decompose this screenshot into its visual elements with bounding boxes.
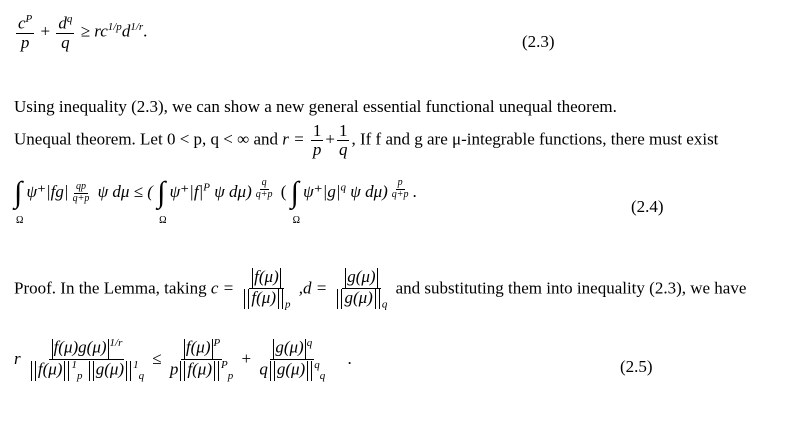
fraction-main: $\frac{f(\mu)g(\mu) ^{1/r}}{f(\mu) ^1_p g(\mu) ^1_q}$ <box>27 338 146 382</box>
equation-2-3: $\frac{c^P}{p}$ + $\frac{d^q}{q}$ ≥ $rc^{1/p}d^{1/r}$. <box>18 13 148 52</box>
proof-line: Proof. In the Lemma, taking c = $\frac{f(\mu)}{f(\mu) _p}$ ,d = $\frac{g(\mu)}{g(\mu) _q}$ and substituting them into inequality (2.3), we have <box>14 267 747 311</box>
fraction-term2: $\frac{g(\mu) ^q}{q g(\mu) ^q_q}$ <box>259 337 326 382</box>
equation-number-2-4: (2.4) <box>631 197 664 216</box>
fraction-c-over-p: $\frac{c^P}{p}$ <box>18 13 33 52</box>
equation-2-5: r $\frac{f(\mu)g(\mu) ^{1/r}}{f(\mu) ^1_p g(\mu) ^1_q}$ ≤ $\frac{f(\mu) ^P}{p f(\mu) ^P_p}$ + $\frac{g(\mu) ^q}{q g(\mu) ^q_q}$ . <box>14 337 352 382</box>
equation-number-2-5: (2.5) <box>620 357 653 376</box>
equation-2-4: ∫ Ω ψ⁺|fg| $\frac{qp}{q+p}$ ψ dμ ≤ ( ∫ Ω $\psi^+|f|^P$ ψ dμ) $\frac{q}{q+p}$ ( ∫ Ω $\psi^+|g|^q$ ψ dμ) $\frac{p}{q+p}$ . <box>14 176 417 226</box>
fraction-d-over-q: $\frac{d^q}{q}$ <box>58 13 73 52</box>
fraction-term1: $\frac{f(\mu) ^P}{p f(\mu) ^P_p}$ <box>169 337 234 382</box>
integral-sign: ∫ Ω <box>14 176 24 226</box>
paragraph-line-2: Unequal theorem. Let 0 < p, q < ∞ and r = $\frac{1}{p}$ + $\frac{1}{q}$ , If f and g are μ-integrable functions, there must exist <box>14 121 719 159</box>
paragraph-line-1: Using inequality (2.3), we can show a new general essential functional unequal theorem. <box>14 97 617 116</box>
equation-number-2-3: (2.3) <box>522 32 555 51</box>
